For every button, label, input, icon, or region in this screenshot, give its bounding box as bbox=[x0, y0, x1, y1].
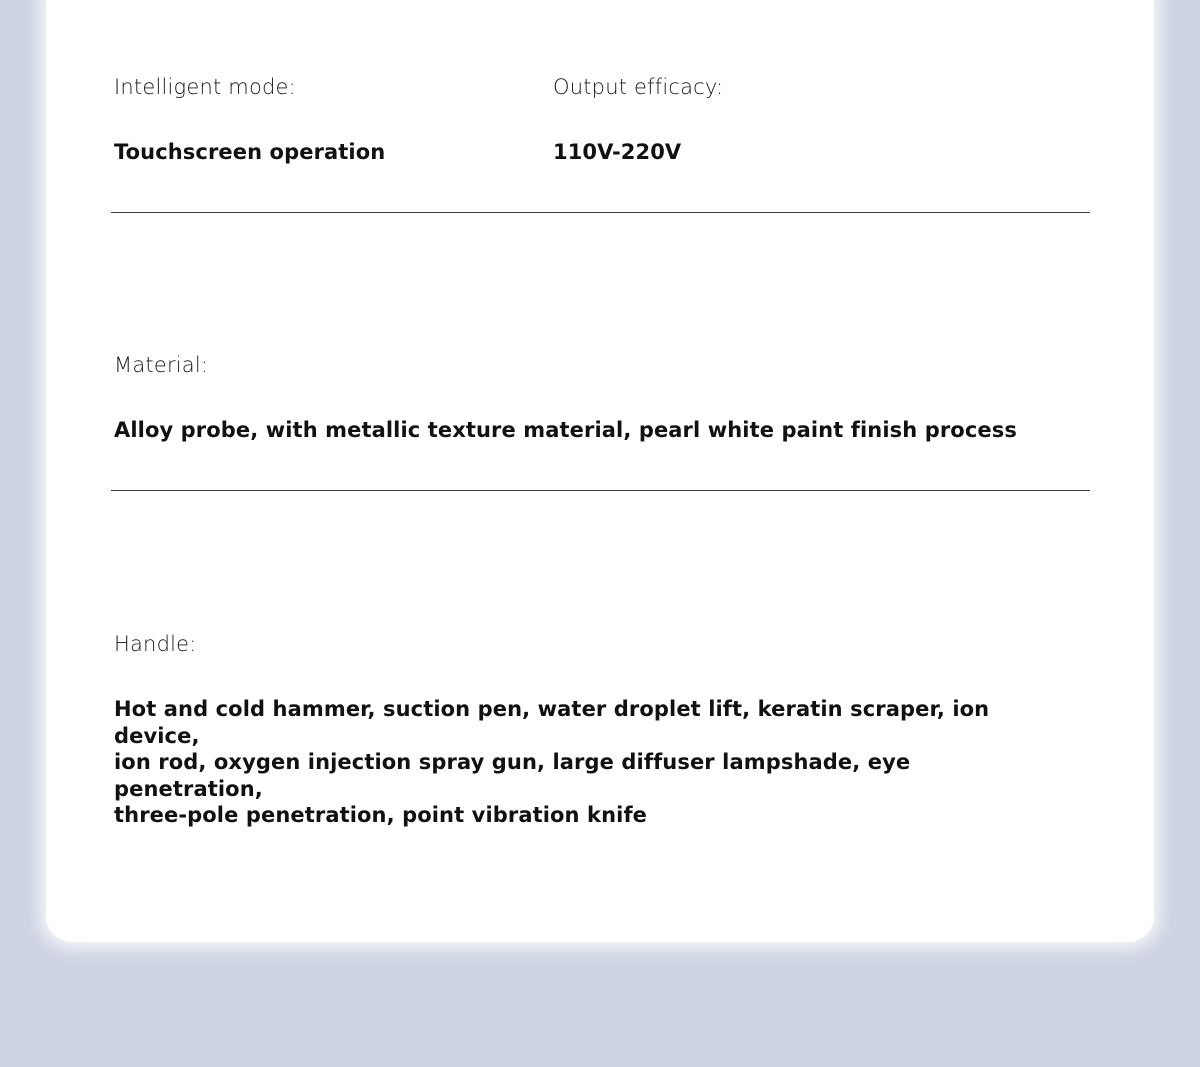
material-value: Alloy probe, with metallic texture material, pearl white paint finish process bbox=[114, 418, 1017, 442]
handle-value bbox=[114, 696, 994, 829]
output-efficacy-label: Output efficacy: bbox=[553, 75, 724, 99]
handle-value-line: Hot and cold hammer, suction pen, water droplet lift, keratin scraper, ion device, bbox=[114, 697, 990, 748]
handle-value-line: three-pole penetration, point vibration knife bbox=[114, 803, 648, 827]
material-label: Material: bbox=[114, 353, 209, 377]
output-efficacy-value: 110V-220V bbox=[553, 140, 682, 164]
intelligent-mode-value: Touchscreen operation bbox=[114, 140, 386, 164]
intelligent-mode-label: Intelligent mode: bbox=[114, 75, 296, 99]
divider bbox=[111, 212, 1090, 213]
handle-label: Handle: bbox=[114, 632, 197, 656]
handle-value-line: ion rod, oxygen injection spray gun, large diffuser lampshade, eye penetration, bbox=[114, 750, 911, 801]
divider bbox=[111, 490, 1090, 491]
